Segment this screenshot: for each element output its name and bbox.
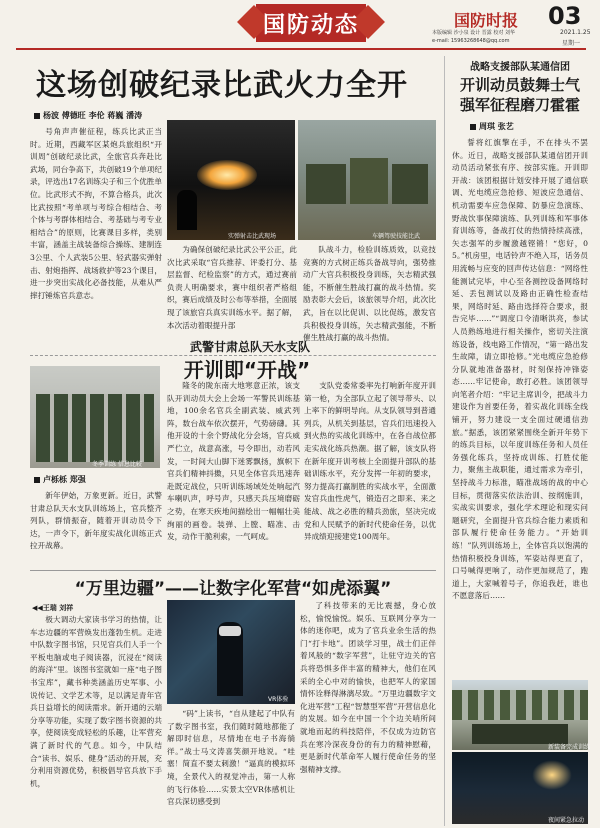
article4-photo-caption: VR体验 (268, 696, 289, 703)
light-glow (532, 760, 572, 790)
article1-col1-text: 号角声声催征程，练兵比武正当时。近期，西藏军区某炮兵旅组织“开训周”创破纪录比武，全旅官兵奔赴比武场，同台争高下，共创破19个单项纪录，评选出17名训练尖子和三个优胜单位。比武形式不拘，不算合格兵，此次比武按照“考单项与考综合相结合、考个体与考群体相结合、考基础与考专业相结合”的原则，比赛课目多样，类别丰富，涵盖主战装备综合操练、建制连3公里、个人武装5公里、轻武器实弹射击、射炮指挥、战场救护等23个课目，进一步突出实战化必备技能，从难从严摔打锤炼官兵意志。 (30, 127, 162, 300)
right-column-rule (444, 56, 445, 826)
article4-col3 (300, 600, 436, 824)
truck-2 (350, 158, 388, 204)
article2-col1-text: 新年伊始，万象更新。近日，武警甘肃总队天水支队训练场上，官兵整齐列队，群情振奋，随着开训动员令下达，一声令下，新年度实战化训练正式拉开战幕。 (30, 491, 162, 551)
article2-col1 (30, 490, 162, 566)
article1-headline: 这场创破纪录比武火力全开 (36, 68, 408, 103)
page-number: 03 (548, 2, 582, 30)
article4-col2 (167, 708, 295, 824)
soldier-row (36, 394, 154, 462)
article3-headline-2: 强军征程磨刀霍霍 (459, 96, 580, 114)
article4-col3-text: 了科技带来的无比震撼，身心放松，愉悦愉悦。娱乐、互联网分享为一体的迷你吧，成为了官兵业余生活的热门“打卡地”。团谈学习里，战士们正伴着风般的“数字军营”，让驻守边关的官兵将恐惧多伴丰富的精神大，他们在风采的全心中对的愉快，也把军人的家国情怀诠释得淋漓尽致。“万里边疆数字文化进军营”工程“智慧型军营”开营信息化的发展。如今在中国一个个边关哨所间就地而起的科技陪伴，不仅成为边防官兵在寒冷深夜身份的有力的精神慰藉，更是新时代革命军人履行使命任务的坚强精神支撑。 (300, 601, 436, 774)
article3-photo2 (452, 752, 588, 824)
article4-byline (32, 603, 73, 613)
article3-photo2-caption: 夜间紧急拉动 (548, 817, 585, 824)
article4-col1-text: 极大调动大家读书学习的热情，让车志边疆的军营焕发出蓬勃生机。走进中队数字图书馆，只见官兵们人手一个平板电脑或电子阅读器，沉浸在“阅读的海洋”里。该图书室就如一座“电子图书宝库”，藏书种类涵盖历史军事、小说传记、文学艺术等，足以满足青年官兵日益增长的阅读需求。新开通的云端分享等功能，实现了数字图书资源的共享，使阅读变成轻松的乐趣，让军营充满了新时代的气息。如今，中队结合“读书、娱乐、健身”活动的开展，充分利用资源优势，积极倡导官兵放下手机， (30, 615, 162, 788)
article1-photo1-caption: 实弹射击比武现场 (228, 233, 277, 240)
article1-photo2-caption: 车辆驾驶技能比武 (372, 233, 421, 240)
article3-photo1 (452, 680, 591, 751)
article4-byline-prefix: ◀◀ (32, 604, 43, 612)
article1-col2 (167, 244, 297, 344)
article4-byline-text: 王瑞 刘祥 (42, 604, 74, 612)
trees (452, 690, 588, 720)
article1-photo1 (167, 120, 295, 240)
weekday: 星期一 (562, 40, 581, 47)
flash-glow (197, 160, 257, 190)
article2-col2 (167, 380, 300, 566)
article2-headline: 开训即“开战” (183, 358, 311, 382)
vr-headset (219, 626, 241, 636)
newspaper-name: 国防时报 (453, 11, 518, 30)
article4-headline: “万里边疆”——让数字化军营“如虎添翼” (74, 579, 392, 599)
article1-col3 (303, 244, 436, 344)
section-title: 国防动态 (262, 13, 359, 38)
article1-byline (34, 110, 142, 121)
article2-byline (34, 474, 86, 485)
credits: 本版编辑 沙小泉 设计 晋露 校对 刘华 (432, 30, 515, 36)
article1-byline-text: 杨波 傅德旺 李伦 蒋巍 潘涛 (43, 111, 143, 120)
article2-kicker: 武警甘肃总队天水支队 (189, 340, 310, 354)
article2-col2-text: 隆冬的陇东南大地寒意正浓，该支队开训动员大会上会场一军警民训练基地，100余名官兵全副武装、威武列阵，数台战车依次摆开，气势磅礴。其他开设的十余个野战化分会场，官兵威严伫立，战意高涨，号令即出，动若风发，一时间大山脚下迷雾飘扬，旗帜下官兵们精神抖擞，只见全体官兵迅速奔赴既定战位，只听训练场域处处响起汽车喇叭声，呼号声，只感天兵压境磨砺之势，在寒天疾地间描绘出一幅幅壮美绚丽的画卷。装弹、上膛、瞄准、击发，动作干脆利索，一气呵成。 (167, 381, 300, 542)
article1-col1 (30, 126, 162, 362)
article3-body-text: 誓将红旗擎在手，不在排头不罢休。近日，战略支援部队某通信团开训动员活动紧张有序、按部实施。开训即开战：该团根据计划安排开展了通信联调、光电缆应急抢修、短波应急通信、机动需要车应急保障、防暴应急演练、野战饮事保障演练、队列训练和军事体育训练等，备战打仗的热情持续高涨，矢志强军的步履激越铿锵！“您好，05。”机房里，电话铃声不绝入耳，话务员用流畅与应变的回声传达信息：“网络性能测试完毕，中心至各测控设备网络时延、丢包测试以及路由正确性检查结果，网络时延、路由选择符合要求，报告完毕……”“调度口令清晰洪亮，参试人员熟练地进行相关操作，密切关注演练设备，线电路工作情况，“第一路出发生故障，请立即抢修。”光电缆应急抢修分队就地准备器材，时刻保持冲锋姿态……牢记使命，敢打必胜。该团领导向笔者介绍：“牢记主席训令，把战斗力建设作为首要任务，着实战化训练全线铺开，努力建设一支全面过硬通信劲旅。”据悉，该团紧紧围绕全新开年势下的练兵目标，以年度训练任务和人员任务强化练兵，坚持成训练、打胜仗能力，聚焦主战职能，通过需求为牵引，坚持战斗力标准，瞄准战场的战的中心目标，贯彻落实依法治训、按纲施训，实战实训要求，强化学术理论和现实问题研究，全面提升官兵综合能力素质和部队履行使命任务能力。“开始训练！”队列训练场上，全体官兵以饱满的热情积极投身训练，军姿站得更直了，口号喊得更响了，动作更加规范了，跑道上，大家喊着号子，你追我赶，谁也不愿意落后…… (452, 138, 588, 601)
soldier-silhouette (177, 190, 197, 230)
truck-3 (392, 164, 428, 204)
article2-byline-text: 卢栎栎 郑强 (43, 475, 86, 484)
article4-top-rule (30, 570, 436, 571)
article3-byline (470, 121, 514, 132)
article3-body (452, 137, 588, 677)
article1-col3-text: 队战斗力，检验训练质效，以竞技竞赛的方式树正练兵备战导向，强势推动广大官兵积极投身训练，矢志精武强能，不断催生胜战打赢的战斗热情。奖励表彰大会后，该旅领导介绍，此次比武，旨在以比促训、以比促练，激发官兵积极投身训练，矢志精武强能，不断催生胜战打赢的战斗热情。 (303, 245, 436, 343)
email: e-mail: 15963268648@qq.com (432, 38, 510, 44)
article4-photo (167, 600, 295, 704)
article4-col2-text: “码”上读书，“自从建起了中队有了数字图书室，我们随时随地都能了解即时信息，尽情地在电子书海徜徉。”战士马文涛喜笑颜开地说。“哇塞！简直不要太刺激！”逼真的模拟环境，全景代入的视觉冲击，第一人称的飞行体验……实景太空VR体感机让官兵深切感受到 (167, 709, 295, 807)
article3-byline-text: 周琪 张艺 (479, 122, 514, 131)
article2-photo-caption: 冬季训练 信息比较 (92, 461, 142, 468)
troops (472, 724, 568, 744)
article2-col3 (304, 380, 436, 566)
article3-photo1-caption: 新装备完成训练 (548, 744, 591, 751)
article2-col3-text: 支队党委常委率先打响新年度开训第一枪，为全部队立起了领导带头、以上率下的鲜明导向。从支队领导到普通列兵，从机关到基层，官兵们迅速投入到火热的实战化训练中，在各自战位都走实战化练兵热潮。据了解，该支队将在新年度开训考核上全面提升部队的基础训练水平，充分发挥一年初的要求，努力提高打赢制胜的实战水平，全面激发官兵血性虎气，锻造召之即来、来之能战、战之必胜的精兵劲旅，坚决完成党和人民赋予的新时代使命任务，以优异成绩迎接建党100周年。 (304, 381, 436, 542)
article2-photo (30, 366, 160, 468)
article1-col2-text: 为确保创破纪录比武公平公正，此次比武采取“官兵推荐、评委打分、基层监督、纪检监察”的方式，通过赛前负责人明确要求，赛中组织者严格组织，赛后成绩及时公布等举措，全面展现了该旅官兵真实训练水平。据了解，本次活动着眼提升部 (167, 245, 297, 330)
date: 2021.1.25 (560, 29, 591, 36)
article3-kicker: 战略支援部队某通信团 (470, 62, 570, 73)
article4-col1 (30, 614, 162, 824)
header-rule (16, 48, 586, 50)
article3-headline-1: 开训动员鼓舞士气 (459, 76, 580, 94)
article1-photo2 (298, 120, 436, 240)
truck-1 (306, 164, 346, 204)
